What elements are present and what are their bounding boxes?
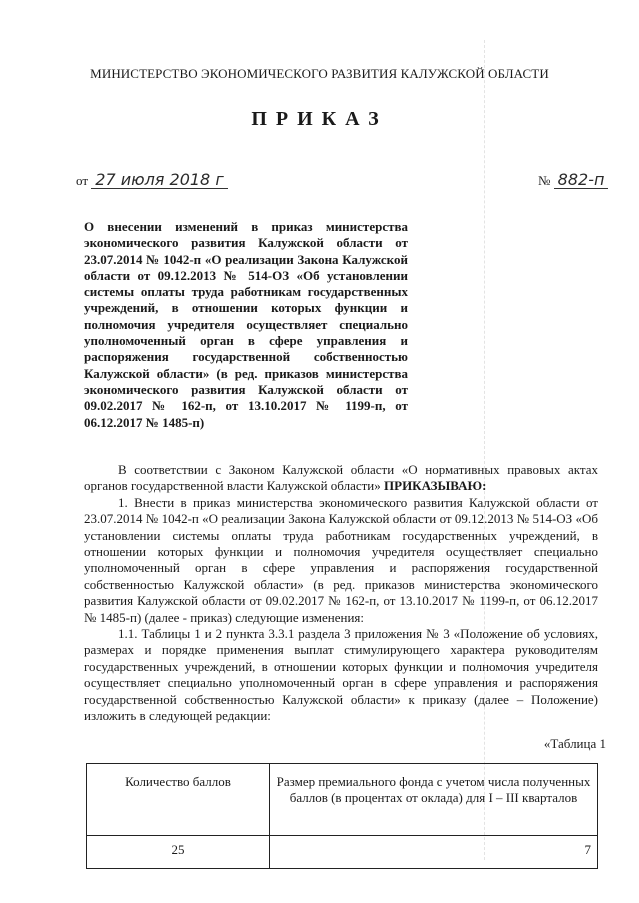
table-row xyxy=(87,836,598,869)
date-prefix: от xyxy=(76,173,89,188)
handwritten-date: 27 июля 2018 г xyxy=(91,172,227,189)
table-cell-fund: 7 xyxy=(270,836,598,869)
table-header-fund: Размер премиального фонда с учетом числа полученных баллов (в процентах от оклада) для I – III кварталов xyxy=(270,764,598,836)
number-prefix: № xyxy=(538,173,551,188)
table-cell-points: 25 xyxy=(87,836,270,869)
order-subject: О внесении изменений в приказ министерства экономического развития Калужской области от 23.07.2014 № 1042-п «О реализации Закона Калужской области от 09.12.2013 № 514-ОЗ «Об установлении системы оплаты труда работникам государственных учреждений, в отношении которых функции и полномочия учредителя осуществляет специально уполномоченный орган в сфере управления и распоряжения государственной собственностью Калужской области» (в ред. приказов министерства экономического развития Калужской области от 09.02.2017 № 162-п, от 13.10.2017 № 1199-п, от 06.12.2017 № 1485-п) xyxy=(84,219,408,430)
ministry-heading: МИНИСТЕРСТВО ЭКОНОМИЧЕСКОГО РАЗВИТИЯ КАЛУЖСКОЙ ОБЛАСТИ xyxy=(90,66,549,81)
body-paragraph-3: 1.1. Таблицы 1 и 2 пункта 3.3.1 раздела 3 приложения № 3 «Положение об условиях, размерах и порядке применения выплат стимулирующего характера руководителям государственных учреждений, в отношении которых функции и полномочия учредителя осуществляет специально уполномоченный орган в сфере управления и распоряжения государственной собственностью Калужской области» к приказу (далее – Положение) изложить в следующей редакции: xyxy=(84,626,598,724)
handwritten-number: 882-п xyxy=(554,172,609,189)
document-title: ПРИКАЗ xyxy=(251,108,388,130)
body-paragraph-1 xyxy=(84,462,598,495)
preamble-text: В соответствии с Законом Калужской области «О нормативных правовых актах органов государственной власти Калужской области» xyxy=(84,462,598,494)
table-header-row xyxy=(87,764,598,836)
order-number xyxy=(538,172,608,189)
body-paragraph-2: 1. Внести в приказ министерства экономического развития Калужской области от 23.07.2014 № 1042-п «О реализации Закона Калужской области от 09.12.2013 № 514-ОЗ «Об установлении системы оплаты труда работникам государственных учреждений, в отношении которых функции и полномочия учредителя осуществляет специально уполномоченный орган в сфере управления и распоряжения государственной собственностью Калужской области» (в ред. приказов министерства экономического развития Калужской области от 09.02.2017 № 162-п, от 13.10.2017 № 1199-п, от 06.12.2017 № 1485-п) (далее - приказ) следующие изменения: xyxy=(84,494,598,625)
order-date xyxy=(76,172,228,189)
points-table xyxy=(86,763,598,869)
order-body xyxy=(84,462,598,725)
table-header-points: Количество баллов xyxy=(87,764,270,836)
order-keyword: ПРИКАЗЫВАЮ: xyxy=(384,478,487,494)
scan-artifact-line xyxy=(484,40,485,860)
table-caption: «Таблица 1 xyxy=(543,736,606,751)
